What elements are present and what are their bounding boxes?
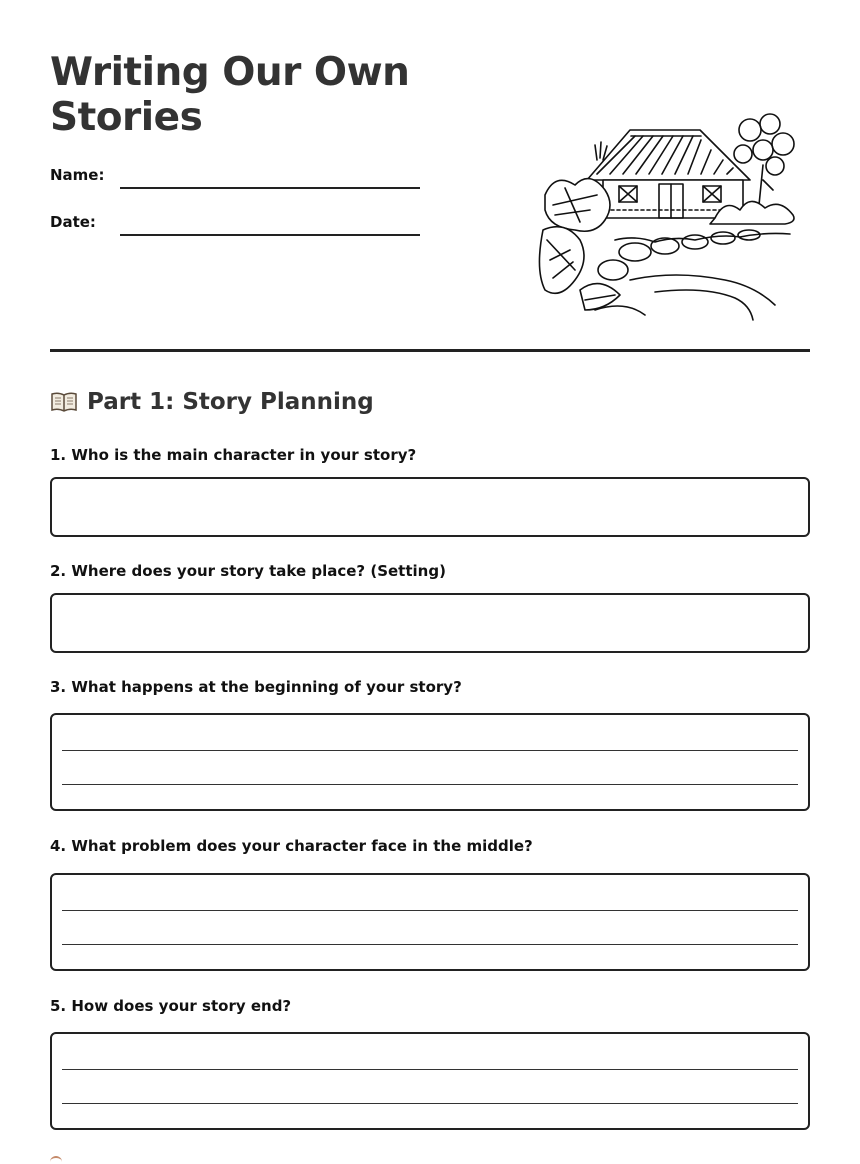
answer-line: [62, 910, 798, 911]
question-1: 1. Who is the main character in your story?: [50, 446, 417, 464]
question-2: 2. Where does your story take place? (Setting): [50, 562, 446, 580]
header-divider: [50, 349, 810, 352]
question-3: 3. What happens at the beginning of your story?: [50, 678, 462, 696]
answer-box-5[interactable]: [50, 1032, 810, 1130]
answer-line: [62, 784, 798, 785]
open-book-icon: [50, 391, 78, 413]
answer-line: [62, 1103, 798, 1104]
date-line[interactable]: [120, 234, 420, 236]
answer-box-3[interactable]: [50, 713, 810, 811]
next-section-icon-partial: [50, 1156, 62, 1164]
name-line[interactable]: [120, 187, 420, 189]
question-5: 5. How does your story end?: [50, 997, 292, 1015]
section-heading: [50, 389, 374, 415]
answer-line: [62, 750, 798, 751]
worksheet-title: Writing Our Own Stories: [50, 50, 410, 140]
question-4: 4. What problem does your character face in the middle?: [50, 837, 533, 855]
answer-line: [62, 1069, 798, 1070]
answer-box-4[interactable]: [50, 873, 810, 971]
date-label: Date:: [50, 213, 96, 231]
section-title: Part 1: Story Planning: [87, 389, 374, 415]
answer-box-2[interactable]: [50, 593, 810, 653]
answer-box-1[interactable]: [50, 477, 810, 537]
cottage-illustration: [535, 110, 805, 325]
name-label: Name:: [50, 166, 105, 184]
answer-line: [62, 944, 798, 945]
